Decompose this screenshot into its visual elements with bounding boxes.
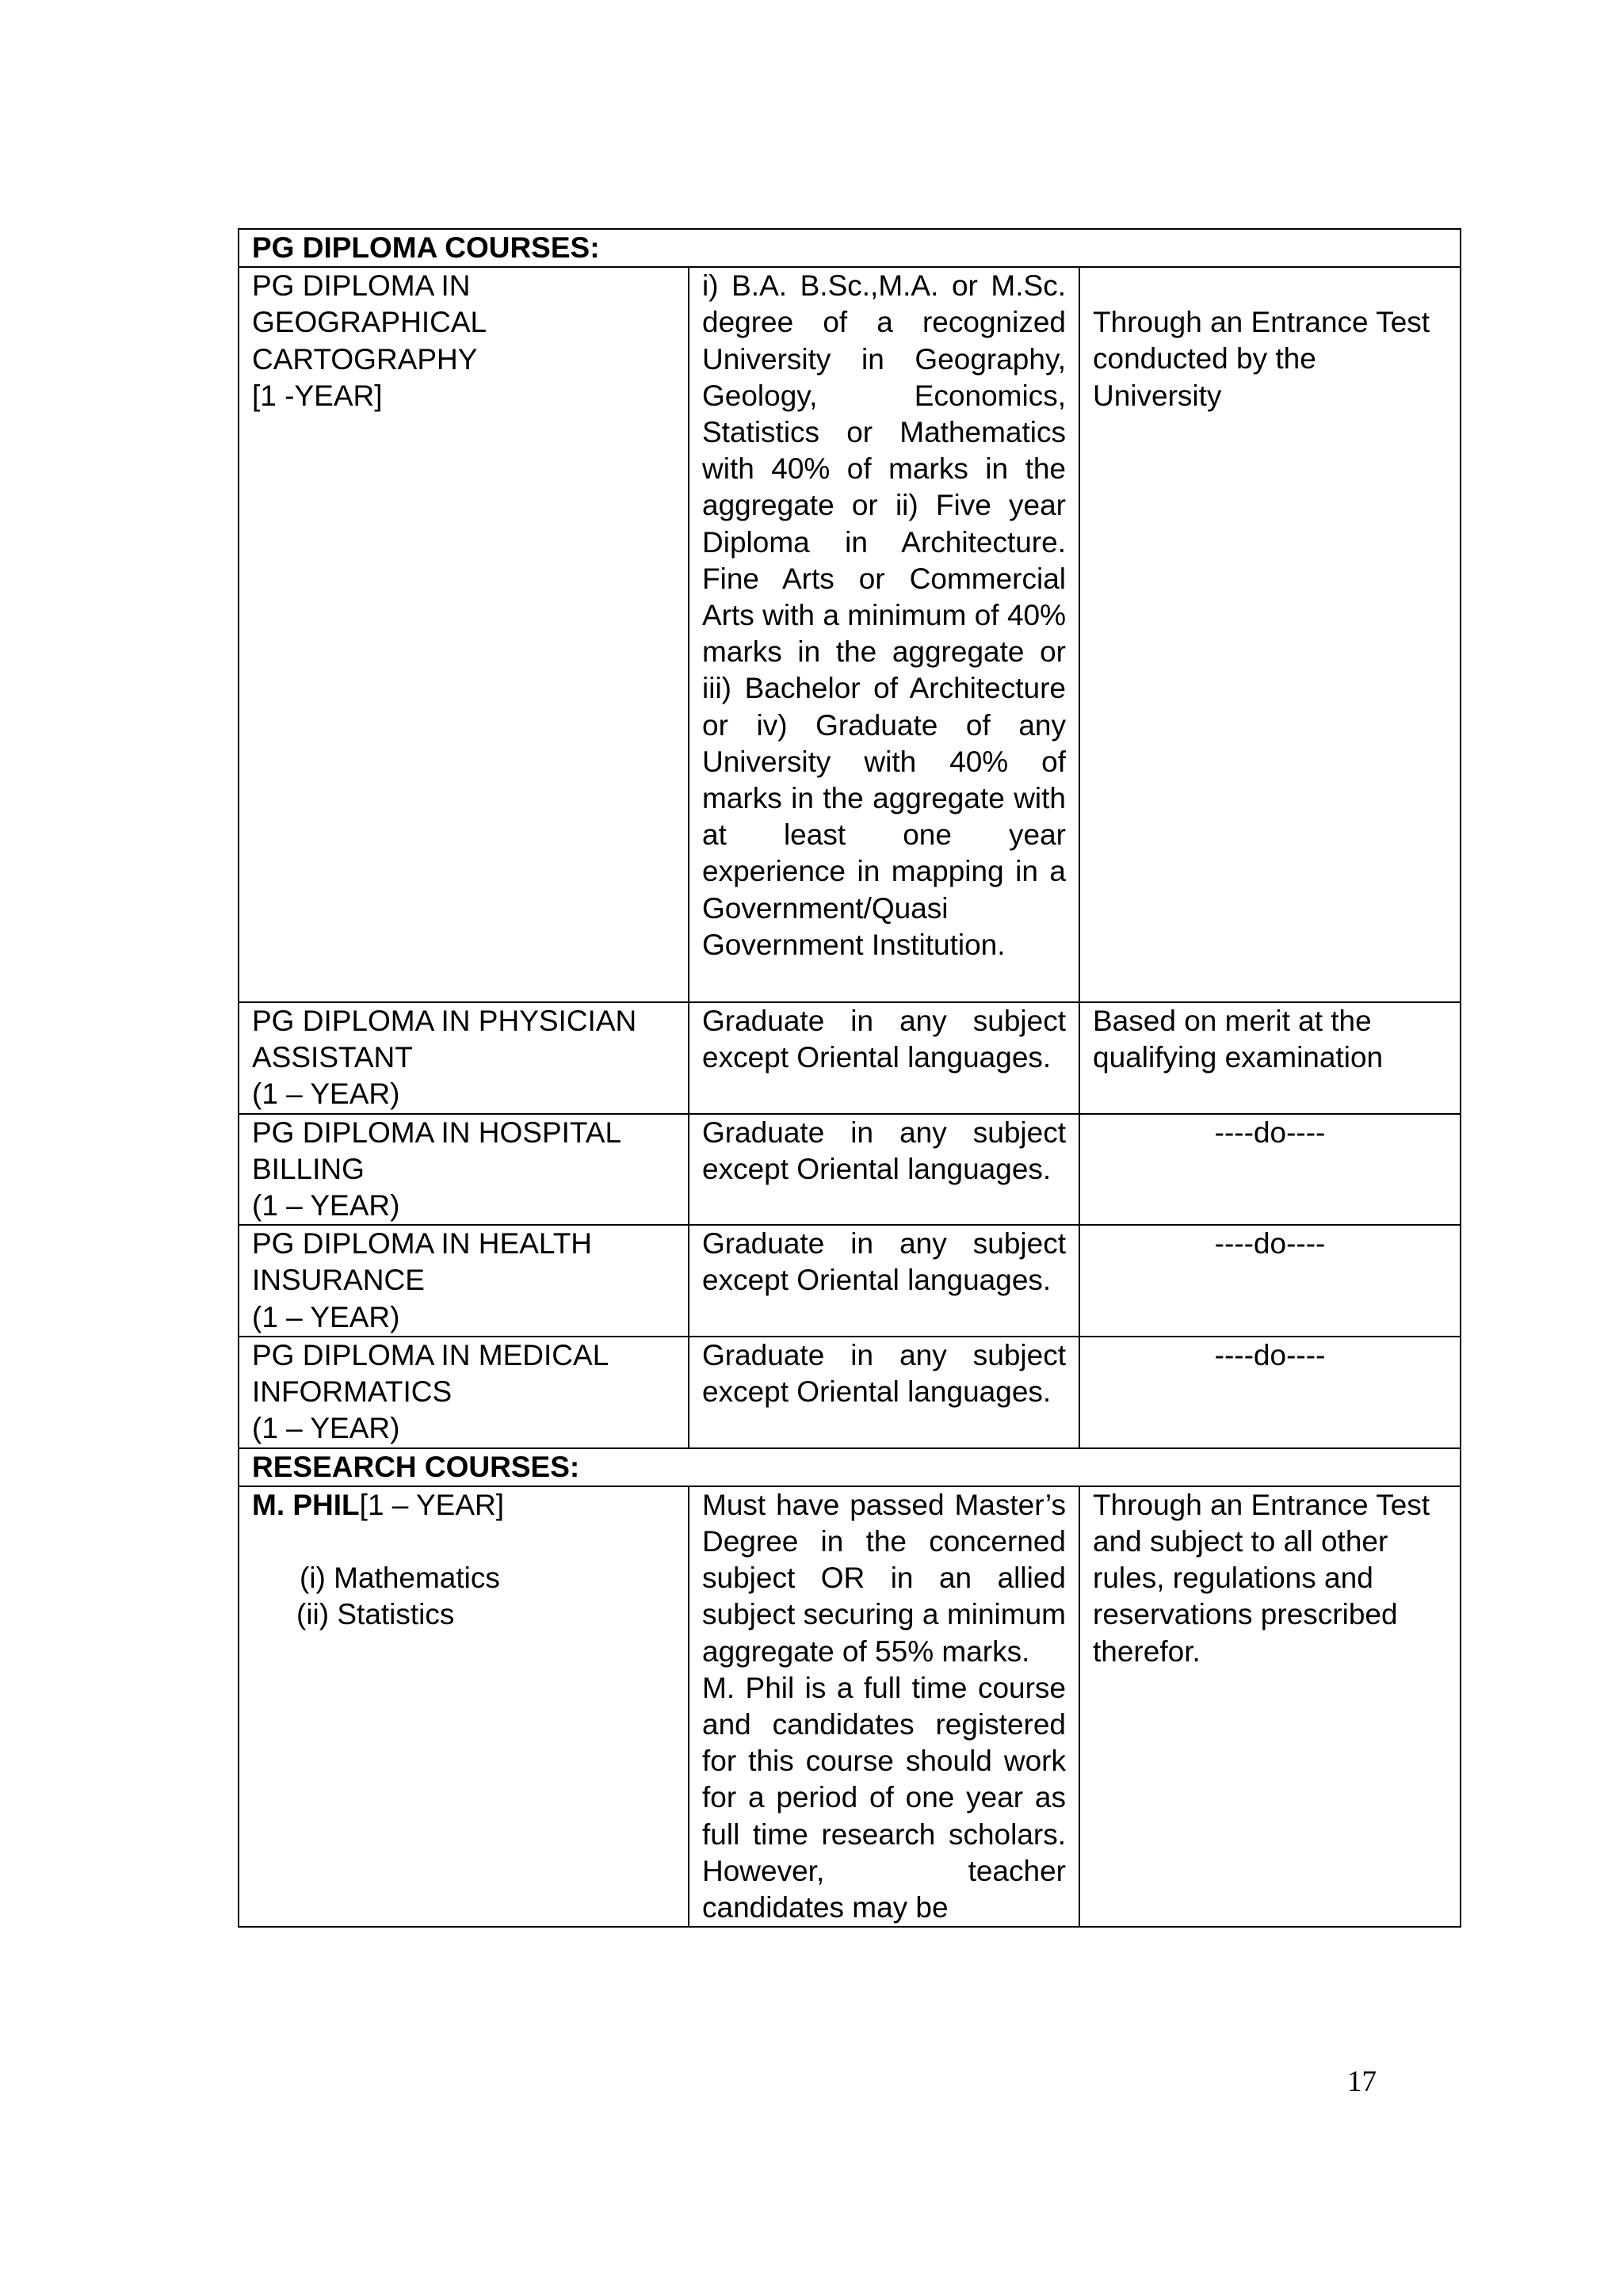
course-name-line: INFORMATICS (252, 1375, 453, 1409)
spacer (252, 1524, 675, 1560)
eligibility-cell (689, 1486, 1079, 1927)
course-duration: (1 – YEAR) (252, 1300, 400, 1333)
course-name-cell (239, 1486, 689, 1927)
course-name-bold: M. PHIL (252, 1488, 360, 1521)
table-row (239, 1337, 1461, 1448)
table-row (239, 1114, 1461, 1226)
course-duration: [1 -YEAR] (252, 379, 383, 412)
section-row-pg-diploma (239, 229, 1461, 267)
admission-cell: Based on merit at the qualifying examination (1079, 1002, 1461, 1114)
course-name-cell (239, 1114, 689, 1226)
course-duration: (1 – YEAR) (252, 1189, 400, 1222)
table-row (239, 1225, 1461, 1337)
eligibility-cell: i) B.A. B.Sc.,M.A. or M.Sc. degree of a recognized University in Geography, Geology, Economics, Statistics or Mathematics with 40% of marks in the aggregate or ii) Five year Diploma in Architecture. Fine Arts or Commercial Arts with a minimum of 40% marks in the aggregate or iii) Bachelor of Architecture or iv) Graduate of any University with 40% of marks in the aggregate with at least one year experience in mapping in a Government/Quasi Government Institution. (689, 267, 1079, 1002)
admission-cell: Through an Entrance Test conducted by the University (1079, 267, 1461, 1002)
course-name-cell (239, 1337, 689, 1448)
course-name-line: PG DIPLOMA IN MEDICAL (252, 1338, 609, 1371)
course-name-cell (239, 1225, 689, 1337)
eligibility-text: M. Phil is a full time course and candidates registered for this course should work for a period of one year as full time research scholars. However, teacher candidates may be (702, 1671, 1066, 1924)
section-row-research (239, 1448, 1461, 1486)
table-row (239, 1486, 1461, 1927)
subject-item: (ii) Statistics (296, 1598, 455, 1631)
admission-cell: ----do---- (1079, 1337, 1461, 1448)
admission-cell: ----do---- (1079, 1225, 1461, 1337)
table-row (239, 1002, 1461, 1114)
course-name-line: PG DIPLOMA IN PHYSICIAN (252, 1005, 637, 1038)
course-name-line (252, 1487, 675, 1524)
admission-cell: ----do---- (1079, 1114, 1461, 1226)
course-name-line: PG DIPLOMA IN (252, 269, 471, 303)
course-name-line: BILLING (252, 1152, 365, 1185)
course-name-line: CARTOGRAPHY (252, 342, 478, 376)
subject-item: (i) Mathematics (300, 1562, 500, 1595)
eligibility-cell: Graduate in any subject except Oriental languages. (689, 1002, 1079, 1114)
course-name-cell (239, 1002, 689, 1114)
eligibility-text: Must have passed Master’s Degree in the concerned subject OR in an allied subject securing a minimum aggregate of 55% marks. (702, 1488, 1066, 1668)
table-row (239, 267, 1461, 1002)
admission-cell: Through an Entrance Test and subject to all other rules, regulations and reservations prescribed therefor. (1079, 1486, 1461, 1927)
course-duration: [1 – YEAR] (359, 1488, 505, 1521)
course-name-cell (239, 267, 689, 1002)
eligibility-cell: Graduate in any subject except Oriental languages. (689, 1337, 1079, 1448)
course-name-line: PG DIPLOMA IN HOSPITAL (252, 1116, 622, 1149)
section-heading-pg-diploma: PG DIPLOMA COURSES: (239, 229, 1461, 267)
eligibility-cell: Graduate in any subject except Oriental languages. (689, 1114, 1079, 1226)
courses-table (238, 228, 1461, 1928)
course-name-line: GEOGRAPHICAL (252, 306, 487, 339)
course-duration: (1 – YEAR) (252, 1077, 400, 1111)
section-heading-research: RESEARCH COURSES: (239, 1448, 1461, 1486)
course-name-line: INSURANCE (252, 1264, 425, 1297)
eligibility-cell: Graduate in any subject except Oriental languages. (689, 1225, 1079, 1337)
page-number: 17 (1347, 2065, 1377, 2098)
course-name-line: PG DIPLOMA IN HEALTH (252, 1227, 593, 1261)
course-duration: (1 – YEAR) (252, 1412, 400, 1445)
course-name-line: ASSISTANT (252, 1041, 413, 1074)
